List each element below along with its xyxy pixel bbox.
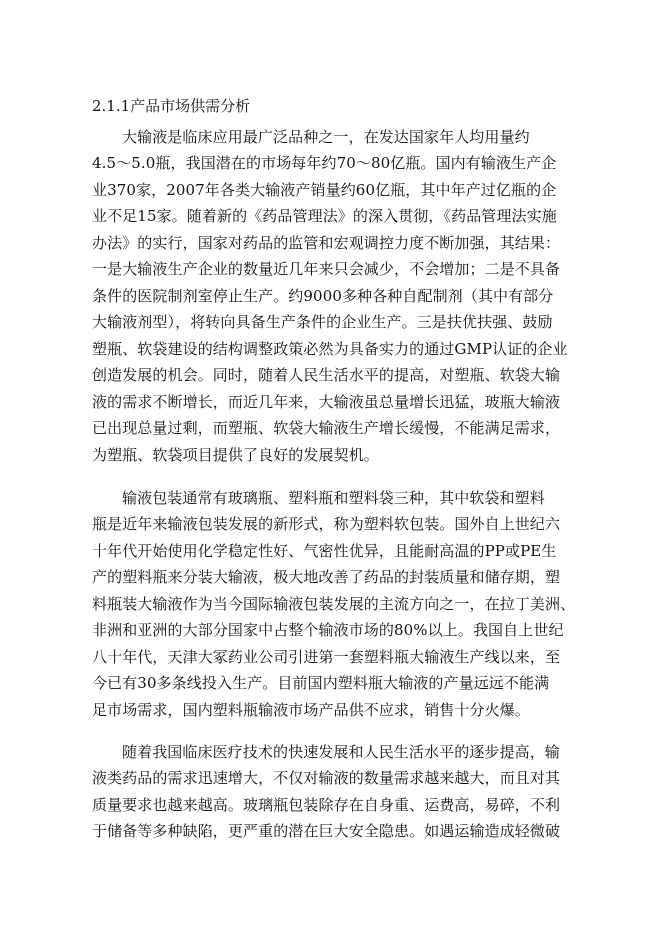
section-heading: 2.1.1产品市场供需分析 xyxy=(92,97,251,115)
paragraph-2-line-6: 非洲和亚洲的大部分国家中占整个输液市场的80%以上。我国自上世纪 xyxy=(92,621,564,639)
paragraph-3-line-4: 于储备等多种缺陷，更严重的潜在巨大安全隐患。如遇运输造成轻微破 xyxy=(92,822,561,840)
paragraph-1-line-9: 塑瓶、软袋建设的结构调整政策必然为具备实力的通过GMP认证的企业 xyxy=(92,340,568,358)
paragraph-1-line-3: 业370家，2007年各类大输液产销量约60亿瓶，其中年产过亿瓶的企 xyxy=(92,181,557,199)
paragraph-1-line-5: 办法》的实行，国家对药品的监管和宏观调控力度不断加强，其结果： xyxy=(92,234,561,252)
paragraph-1-line-12: 已出现总量过剩，而塑瓶、软袋大输液生产增长缓慢，不能满足需求， xyxy=(92,419,561,437)
paragraph-2-line-1: 输液包装通常有玻璃瓶、塑料瓶和塑料袋三种，其中软袋和塑料 xyxy=(122,489,545,507)
paragraph-1-line-8: 大输液剂型），将转向具备生产条件的企业生产。三是扶优扶强、鼓励 xyxy=(92,313,553,331)
paragraph-2-line-5: 料瓶装大输液作为当今国际输液包装发展的主流方向之一，在拉丁美洲、 xyxy=(92,595,576,613)
paragraph-2-line-9: 足市场需求，国内塑料瓶输液市场产品供不应求，销售十分火爆。 xyxy=(92,701,530,719)
paragraph-2-line-2: 瓶是近年来输液包装发展的新形式，称为塑料软包装。国外自上世纪六 xyxy=(92,515,561,533)
paragraph-1-line-6: 一是大输液生产企业的数量近几年来只会减少，不会增加；二是不具备 xyxy=(92,260,561,278)
paragraph-3-line-2: 液类药品的需求迅速增大，不仅对输液的数量需求越来越大，而且对其 xyxy=(92,769,561,787)
paragraph-1-line-1: 大输液是临床应用最广泛品种之一，在发达国家年人均用量约 xyxy=(122,128,530,146)
paragraph-3-line-1: 随着我国临床医疗技术的快速发展和人民生活水平的逐步提高，输 xyxy=(122,743,560,761)
paragraph-2-line-7: 八十年代，天津大冢药业公司引进第一套塑料瓶大输液生产线以来，至 xyxy=(92,648,561,666)
paragraph-3-line-3: 质量要求也越来越高。玻璃瓶包装除存在自身重、运费高，易碎，不利 xyxy=(92,796,561,814)
paragraph-1-line-4: 业不足15家。随着新的《药品管理法》的深入贯彻，《药品管理法实施 xyxy=(92,207,557,225)
paragraph-2-line-8: 今已有30多条线投入生产。目前国内塑料瓶大输液的产量远远不能满 xyxy=(92,674,550,692)
paragraph-1-line-13: 为塑瓶、软袋项目提供了良好的发展契机。 xyxy=(92,446,379,464)
paragraph-1-line-10: 创造发展的机会。同时，随着人民生活水平的提高，对塑瓶、软袋大输 xyxy=(92,366,561,384)
paragraph-1-line-11: 液的需求不断增长，而近几年来，大输液虽总量增长迅猛，玻瓶大输液 xyxy=(92,393,561,411)
paragraph-2-line-4: 产的塑料瓶来分装大输液，极大地改善了药品的封装质量和储存期，塑 xyxy=(92,568,561,586)
paragraph-1-line-7: 条件的医院制剂室停止生产。约9000多种各种自配制剂（其中有部分 xyxy=(92,287,554,305)
paragraph-1-line-2: 4.5～5.0瓶，我国潜在的市场每年约70～80亿瓶。国内有输液生产企 xyxy=(92,154,557,172)
paragraph-2-line-3: 十年代开始使用化学稳定性好、气密性优异，且能耐高温的PP或PE生 xyxy=(92,542,557,560)
